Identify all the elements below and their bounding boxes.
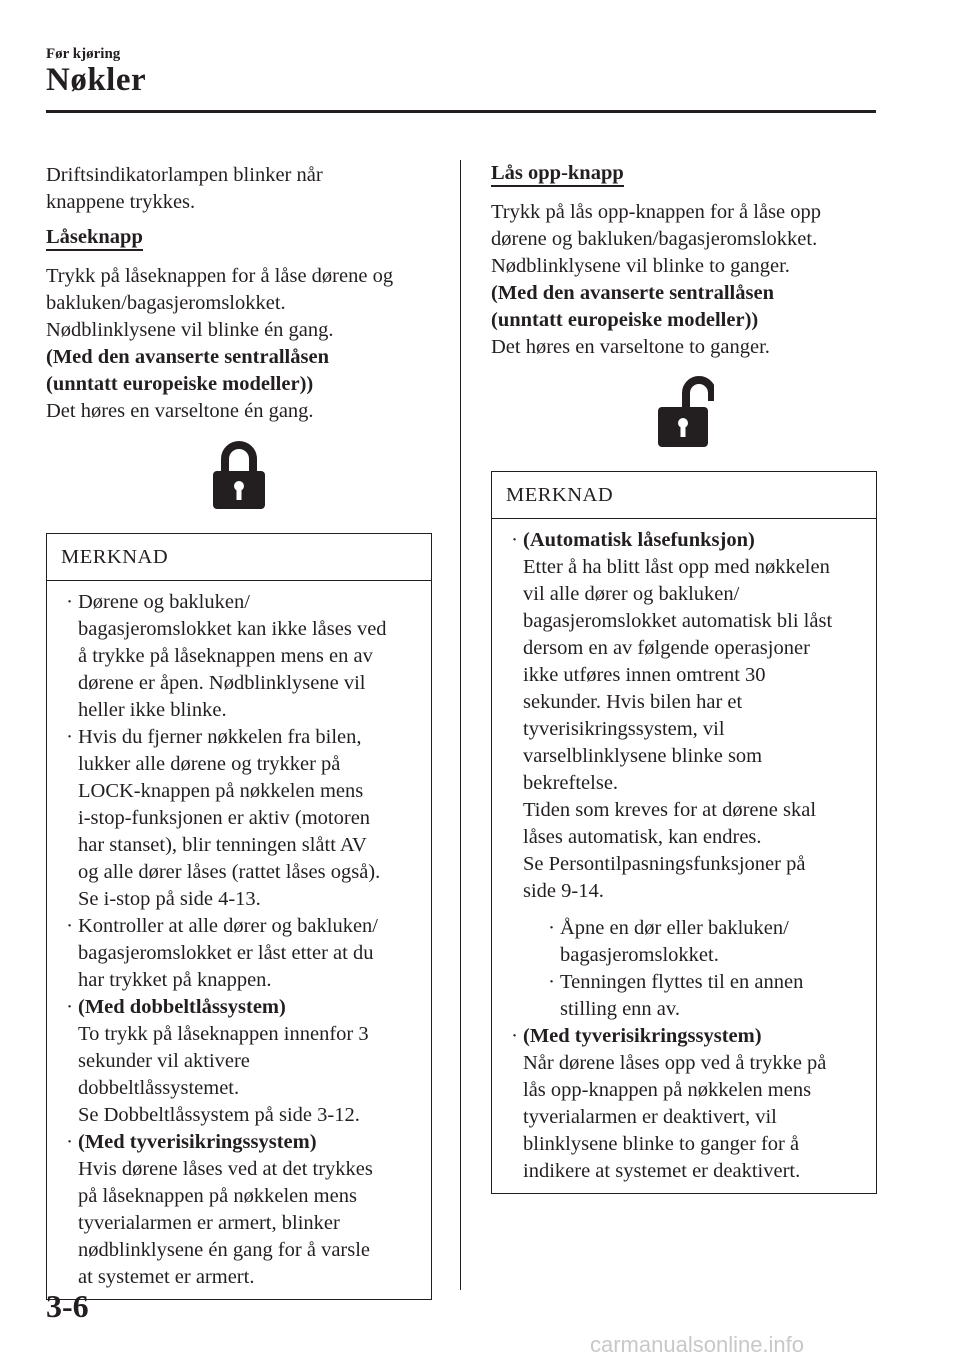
note-line: sekunder vil aktivere <box>78 1050 250 1072</box>
note-line: og alle dører låses (rattet låses også). <box>78 861 381 883</box>
list-item: · (Med dobbeltlåssystem) To trykk på låseknappen innenfor 3 sekunder vil aktivere dobbeltlåssystemet. Se Dobbeltlåssystem på side 3-12. <box>61 994 421 1129</box>
note-line: bagasjeromslokket. <box>560 944 719 966</box>
page-title: Nøkler <box>46 62 147 98</box>
note-line: nødblinklysene én gang for å varsle <box>78 1239 371 1261</box>
right-column <box>491 160 877 1194</box>
note-box <box>491 471 877 1194</box>
note-line: låses automatisk, kan endres. <box>523 826 762 848</box>
note-line: LOCK-knappen på nøkkelen mens <box>78 780 364 802</box>
note-line: Når dørene låses opp ved å trykke på <box>523 1052 827 1074</box>
note-line: bagasjeromslokket automatisk bli låst <box>523 610 833 632</box>
note-line: dobbeltlåssystemet. <box>78 1077 240 1099</box>
lock-closed-icon <box>211 439 267 511</box>
note-line: varselblinklysene blinke som <box>523 745 763 767</box>
unlock-button-heading: Lås opp-knapp <box>491 161 624 187</box>
model-condition: (unntatt europeiske modeller)) <box>46 373 314 395</box>
note-line: To trykk på låseknappen innenfor 3 <box>78 1023 369 1045</box>
body-line: dørene og bakluken/bagasjeromslokket. <box>491 228 818 250</box>
note-title: MERKNAD <box>47 534 431 581</box>
lock-button-heading: Låseknapp <box>46 225 143 251</box>
note-line: lås opp-knappen på nøkkelen mens <box>523 1079 812 1101</box>
note-line: på låseknappen på nøkkelen mens <box>78 1185 357 1207</box>
column-divider <box>460 160 461 1290</box>
note-line: at systemet er armert. <box>78 1266 255 1288</box>
model-condition: (Med den avanserte sentrallåsen <box>46 346 329 368</box>
body-line: Nødblinklysene vil blinke to ganger. <box>491 255 790 277</box>
note-line: har trykket på knappen. <box>78 969 272 991</box>
body-line: bakluken/bagasjeromslokket. <box>46 292 286 314</box>
model-condition: (Med den avanserte sentrallåsen <box>491 282 774 304</box>
note-line: tyverisikringssystem, vil <box>523 718 725 740</box>
sub-list-item: · Åpne en dør eller bakluken/ bagasjeromslokket. <box>543 915 866 969</box>
note-line: vil alle dører og bakluken/ <box>523 583 740 605</box>
intro-line: Driftsindikatorlampen blinker når <box>46 164 323 186</box>
note-line: Hvis du fjerner nøkkelen fra bilen, <box>78 726 362 748</box>
list-item: · Dørene og bakluken/ bagasjeromslokket kan ikke låses ved å trykke på låseknappen mens en av dørene er åpen. Nødblinklysene vil heller ikke blinke. <box>61 589 421 724</box>
note-line: tyverialarmen er deaktivert, vil <box>523 1106 777 1128</box>
note-line: Etter å ha blitt låst opp med nøkkelen <box>523 556 830 578</box>
note-line: indikere at systemet er deaktivert. <box>523 1160 801 1182</box>
note-line: dørene er åpen. Nødblinklysene vil <box>78 672 366 694</box>
section-label: Før kjøring <box>46 46 121 62</box>
note-line: bagasjeromslokket er låst etter at du <box>78 942 374 964</box>
note-line: side 9-14. <box>523 880 604 902</box>
note-title: MERKNAD <box>492 472 876 519</box>
note-line: lukker alle dørene og trykker på <box>78 753 341 775</box>
note-line: Se Persontilpasningsfunksjoner på <box>523 853 806 875</box>
list-item: · Kontroller at alle dører og bakluken/ bagasjeromslokket er låst etter at du har trykket på knappen. <box>61 913 421 994</box>
note-line: stilling enn av. <box>560 998 680 1020</box>
note-line: blinklysene blinke to ganger for å <box>523 1133 800 1155</box>
note-line: bagasjeromslokket kan ikke låses ved <box>78 618 387 640</box>
model-condition: (unntatt europeiske modeller)) <box>491 309 759 331</box>
note-line: tyverialarmen er armert, blinker <box>78 1212 340 1234</box>
note-line: ikke utføres innen omtrent 30 <box>523 664 766 686</box>
body-line: Det høres en varseltone to ganger. <box>491 336 770 358</box>
note-subheading: (Med tyverisikringssystem) <box>78 1131 317 1153</box>
note-line: Åpne en dør eller bakluken/ <box>560 917 789 939</box>
note-line: heller ikke blinke. <box>78 699 227 721</box>
list-item: · (Med tyverisikringssystem) Hvis dørene låses ved at det trykkes på låseknappen på nøkkelen mens tyverialarmen er armert, blinker nødblinklysene én gang for å varsle at systemet er armert. <box>61 1129 421 1291</box>
note-subheading: (Med tyverisikringssystem) <box>523 1025 762 1047</box>
title-rule <box>46 110 876 113</box>
note-line: i-stop-funksjonen er aktiv (motoren <box>78 807 371 829</box>
body-line: Det høres en varseltone én gang. <box>46 400 314 422</box>
note-line: Tiden som kreves for at dørene skal <box>523 799 817 821</box>
lock-open-icon <box>654 373 714 449</box>
intro-line: knappene trykkes. <box>46 191 196 213</box>
watermark: carmanualsonline.info <box>590 1332 805 1357</box>
note-line: Dørene og bakluken/ <box>78 591 250 613</box>
note-line: å trykke på låseknappen mens en av <box>78 645 373 667</box>
note-line: Hvis dørene låses ved at det trykkes <box>78 1158 373 1180</box>
note-line: bekreftelse. <box>523 772 619 794</box>
page-number: 3-6 <box>46 1288 89 1324</box>
list-item: · Hvis du fjerner nøkkelen fra bilen, lukker alle dørene og trykker på LOCK-knappen på nøkkelen mens i-stop-funksjonen er aktiv (motoren har stanset), blir tenningen slått AV og alle dører låses (rattet låses også). Se i-stop på side 4-13. <box>61 724 421 913</box>
note-line: dersom en av følgende operasjoner <box>523 637 810 659</box>
sub-list-item: · Tenningen flyttes til en annen stilling enn av. <box>543 969 866 1023</box>
list-item: · (Med tyverisikringssystem) Når dørene låses opp ved å trykke på lås opp-knappen på nøkkelen mens tyverialarmen er deaktivert, vil blinklysene blinke to ganger for å indikere at systemet er deaktivert. <box>506 1023 866 1185</box>
note-line: Tenningen flyttes til en annen <box>560 971 804 993</box>
note-subheading: (Med dobbeltlåssystem) <box>78 996 286 1018</box>
note-line: har stanset), blir tenningen slått AV <box>78 834 367 856</box>
body-line: Nødblinklysene vil blinke én gang. <box>46 319 334 341</box>
list-item: · (Automatisk låsefunksjon) Etter å ha blitt låst opp med nøkkelen vil alle dører og bakluken/ bagasjeromslokket automatisk bli låst dersom en av følgende operasjoner ikke utføres innen omtrent 30 sekunder. Hvis bilen har et tyverisikringssystem, vil varselblinklysene blinke som bekreftelse. Tiden som kreves for at dørene skal låses automatisk, kan endres. Se Persontilpasningsfunksjoner på side 9-14. · Åpne en dør eller bakluken/ bagasjeromslokket. · Tenningen flyttes til en annen stilling enn av. <box>506 527 866 1023</box>
note-line: Se Dobbeltlåssystem på side 3-12. <box>78 1104 360 1126</box>
left-column <box>46 162 432 1300</box>
note-line: sekunder. Hvis bilen har et <box>523 691 743 713</box>
note-line: Se i-stop på side 4-13. <box>78 888 261 910</box>
note-subheading: (Automatisk låsefunksjon) <box>523 529 755 551</box>
note-line: Kontroller at alle dører og bakluken/ <box>78 915 378 937</box>
body-line: Trykk på lås opp-knappen for å låse opp <box>491 201 822 223</box>
note-box <box>46 533 432 1300</box>
body-line: Trykk på låseknappen for å låse dørene og <box>46 265 394 287</box>
